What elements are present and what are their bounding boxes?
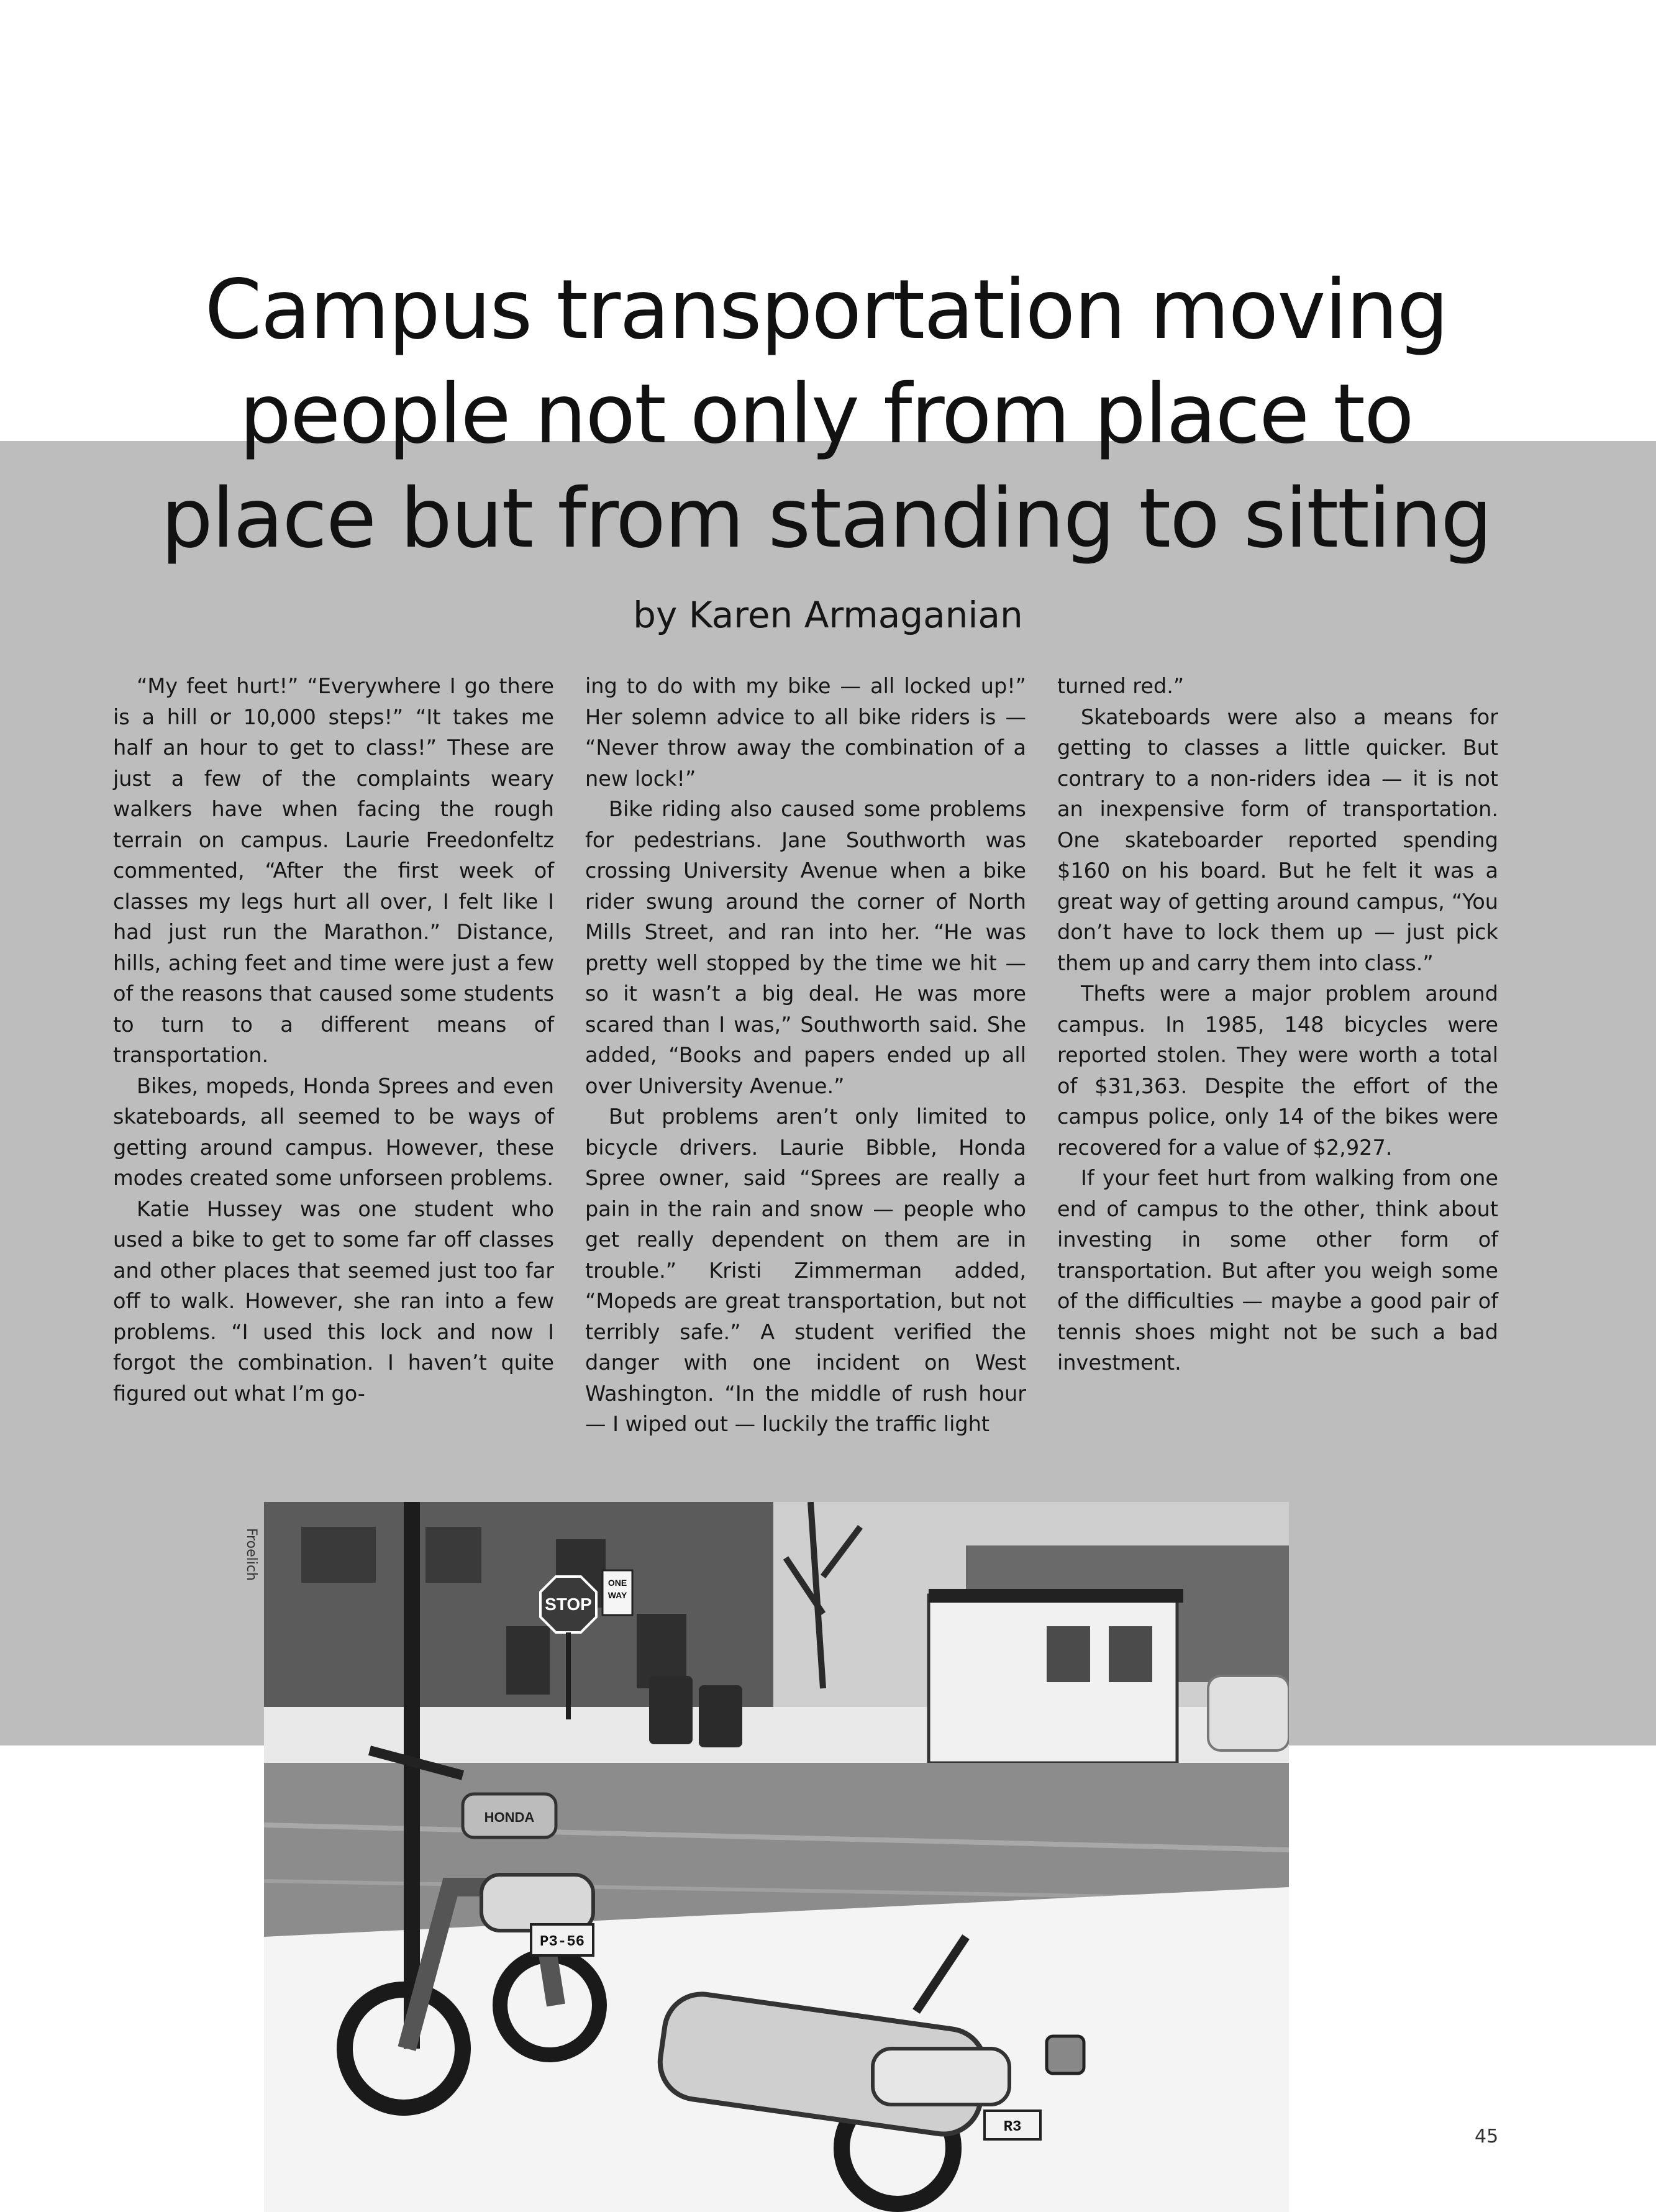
booth-roof bbox=[929, 1589, 1183, 1603]
stop-sign-post bbox=[566, 1632, 571, 1719]
paragraph: ing to do with my bike — all locked up!” Her solemn advice to all bike riders is — “Never throw away the combination of a new lock!” bbox=[585, 674, 1026, 791]
article-column-3 bbox=[1057, 671, 1498, 1447]
moped-brand-label: HONDA bbox=[484, 1809, 535, 1825]
article-column-2 bbox=[585, 671, 1026, 1447]
window bbox=[425, 1527, 481, 1583]
byline: by Karen Armaganian bbox=[633, 594, 1023, 636]
headline-line-1: Campus transportation moving bbox=[204, 262, 1448, 358]
fallen-moped-license-plate: R3 bbox=[1003, 2119, 1022, 2136]
window bbox=[301, 1527, 376, 1583]
window bbox=[506, 1626, 550, 1695]
one-way-sign-text-2: WAY bbox=[607, 1590, 627, 1600]
photo-credit: Froelich bbox=[243, 1528, 259, 1581]
one-way-sign bbox=[603, 1570, 632, 1615]
paragraph: But problems aren’t only limited to bicycle drivers. Laurie Bibble, Honda Spree owner, said “Sprees are really a pain in the rain and snow — people who get really dependent on them are in trouble.” Kristi Zimmerman added, “Mopeds are great transportation, but not terribly safe.” A student verified the danger with one incident on West Washington. “In the middle of rush hour — I wiped out — luckily the traffic light bbox=[585, 1104, 1026, 1436]
paragraph: Bikes, mopeds, Honda Sprees and even skateboards, all seemed to be ways of getting around campus. However, these modes created some unforseen problems. bbox=[113, 1073, 554, 1190]
stop-sign bbox=[540, 1577, 596, 1632]
paragraph: “My feet hurt!” “Everywhere I go there is a hill or 10,000 steps!” “It takes me half an hour to get to class!” These are just a few of the complaints weary walkers have when facing the rough terrain on campus. Laurie Freedonfeltz commented, “After the first week of classes my legs hurt all over, I felt like I had just run the Marathon.” Distance, hills, aching feet and time were just a few of the reasons that caused some students to turn to a different means of transportation. bbox=[113, 674, 554, 1067]
page-number: 45 bbox=[1475, 2126, 1499, 2147]
paragraph: turned red.” bbox=[1057, 674, 1185, 698]
booth-window bbox=[1109, 1626, 1152, 1682]
parked-car bbox=[1208, 1676, 1289, 1750]
paragraph: Thefts were a major problem around campus. In 1985, 148 bicycles were reported stolen. They were worth a total of $31,363. Despite the effort of the campus police, only 14 of the bikes were recovered for a value of $2,927. bbox=[1057, 981, 1498, 1160]
paragraph: Katie Hussey was one student who used a bike to get to some far off classes and other places that seemed just too far off to walk. However, she ran into a few problems. “I used this lock and now I forgot the combination. I haven’t quite figured out what I’m go- bbox=[113, 1196, 554, 1406]
paragraph: If your feet hurt from walking from one end of campus to the other, think about investing in some other form of transportation. But after you weigh some of the difficulties — maybe a good pair of tennis shoes might not be such a bad investment. bbox=[1057, 1166, 1498, 1375]
article-body bbox=[113, 671, 1498, 1447]
article-column-1 bbox=[113, 671, 554, 1447]
trash-can bbox=[649, 1676, 693, 1744]
headline bbox=[99, 258, 1553, 571]
headline-line-3: place but from standing to sitting bbox=[161, 471, 1491, 567]
paragraph: Bike riding also caused some problems for pedestrians. Jane Southworth was crossing University Avenue when a bike rider swung around the corner of North Mills Street, and ran into her. “He was pretty well stopped by the time we hit — so it wasn’t a big deal. He was more scared than I was,” Southworth said. She added, “Books and papers ended up all over University Avenue.” bbox=[585, 797, 1026, 1098]
booth-window bbox=[1047, 1626, 1090, 1682]
photo-mopeds-in-snow bbox=[264, 1502, 1289, 2212]
headline-line-2: people not only from place to bbox=[239, 366, 1413, 462]
moped-license-plate: P3-56 bbox=[539, 1934, 585, 1950]
stop-sign-label: STOP bbox=[545, 1595, 592, 1614]
paragraph: Skateboards were also a means for getting to classes a little quicker. But contrary to a non-riders idea — it is not an inexpensive form of transportation. One skateboarder reported spending $160 on his board. But he felt it was a great way of getting around campus, “You don’t have to lock them up — just pick them up and carry them into class.” bbox=[1057, 704, 1498, 975]
photo-illustration bbox=[264, 1502, 1289, 2212]
one-way-sign-text-1: ONE bbox=[607, 1578, 627, 1588]
sign-pole bbox=[404, 1502, 420, 2049]
trash-can bbox=[699, 1685, 742, 1747]
